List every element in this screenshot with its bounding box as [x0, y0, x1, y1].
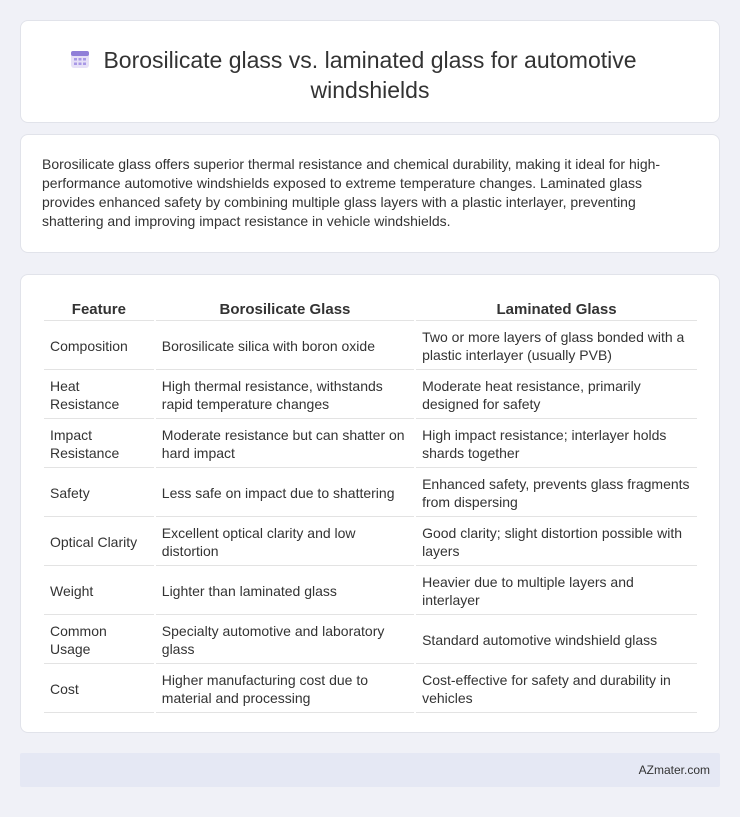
borosilicate-cell: Lighter than laminated glass	[156, 568, 414, 615]
feature-cell: Weight	[44, 568, 154, 615]
table-row	[44, 568, 697, 615]
table-row	[44, 519, 697, 566]
header-borosilicate: Borosilicate Glass	[156, 297, 414, 321]
laminated-cell: Good clarity; slight distortion possible with layers	[416, 519, 697, 566]
comparison-table	[42, 295, 699, 715]
borosilicate-cell: Specialty automotive and laboratory glass	[156, 617, 414, 664]
laminated-cell: Two or more layers of glass bonded with a plastic interlayer (usually PVB)	[416, 323, 697, 370]
intro-text: Borosilicate glass offers superior thermal resistance and chemical durability, making it ideal for high-performance automotive windshields exposed to extreme temperature changes. Laminated glass provides enhanced safety by combining multiple glass layers with a plastic interlayer, preventing shattering and improving impact resistance in vehicle windshields.	[42, 156, 661, 229]
feature-cell: Impact Resistance	[44, 421, 154, 468]
footer-bar	[20, 753, 720, 787]
header-laminated: Laminated Glass	[416, 297, 697, 321]
table-row	[44, 666, 697, 713]
feature-cell: Common Usage	[44, 617, 154, 664]
borosilicate-cell: Excellent optical clarity and low distortion	[156, 519, 414, 566]
feature-cell: Safety	[44, 470, 154, 517]
feature-cell: Cost	[44, 666, 154, 713]
laminated-cell: Cost-effective for safety and durability in vehicles	[416, 666, 697, 713]
borosilicate-cell: Higher manufacturing cost due to material and processing	[156, 666, 414, 713]
feature-cell: Heat Resistance	[44, 372, 154, 419]
borosilicate-cell: Borosilicate silica with boron oxide	[156, 323, 414, 370]
laminated-cell: Standard automotive windshield glass	[416, 617, 697, 664]
header-feature: Feature	[44, 297, 154, 321]
feature-cell: Optical Clarity	[44, 519, 154, 566]
page-title: Borosilicate glass vs. laminated glass for automotive windshields	[103, 47, 637, 103]
laminated-cell: Enhanced safety, prevents glass fragments from dispersing	[416, 470, 697, 517]
borosilicate-cell: Less safe on impact due to shattering	[156, 470, 414, 517]
table-row	[44, 470, 697, 517]
laminated-cell: Heavier due to multiple layers and interlayer	[416, 568, 697, 615]
table-header-row	[44, 297, 697, 321]
table-row	[44, 421, 697, 468]
borosilicate-cell: High thermal resistance, withstands rapid temperature changes	[156, 372, 414, 419]
title-card	[20, 20, 720, 123]
borosilicate-cell: Moderate resistance but can shatter on hard impact	[156, 421, 414, 468]
laminated-cell: High impact resistance; interlayer holds shards together	[416, 421, 697, 468]
table-row	[44, 372, 697, 419]
table-row	[44, 617, 697, 664]
feature-cell: Composition	[44, 323, 154, 370]
laminated-cell: Moderate heat resistance, primarily designed for safety	[416, 372, 697, 419]
table-row	[44, 323, 697, 370]
comparison-card	[20, 274, 720, 733]
footer-site-link[interactable]: AZmater.com	[638, 763, 710, 777]
intro-card	[20, 134, 720, 253]
